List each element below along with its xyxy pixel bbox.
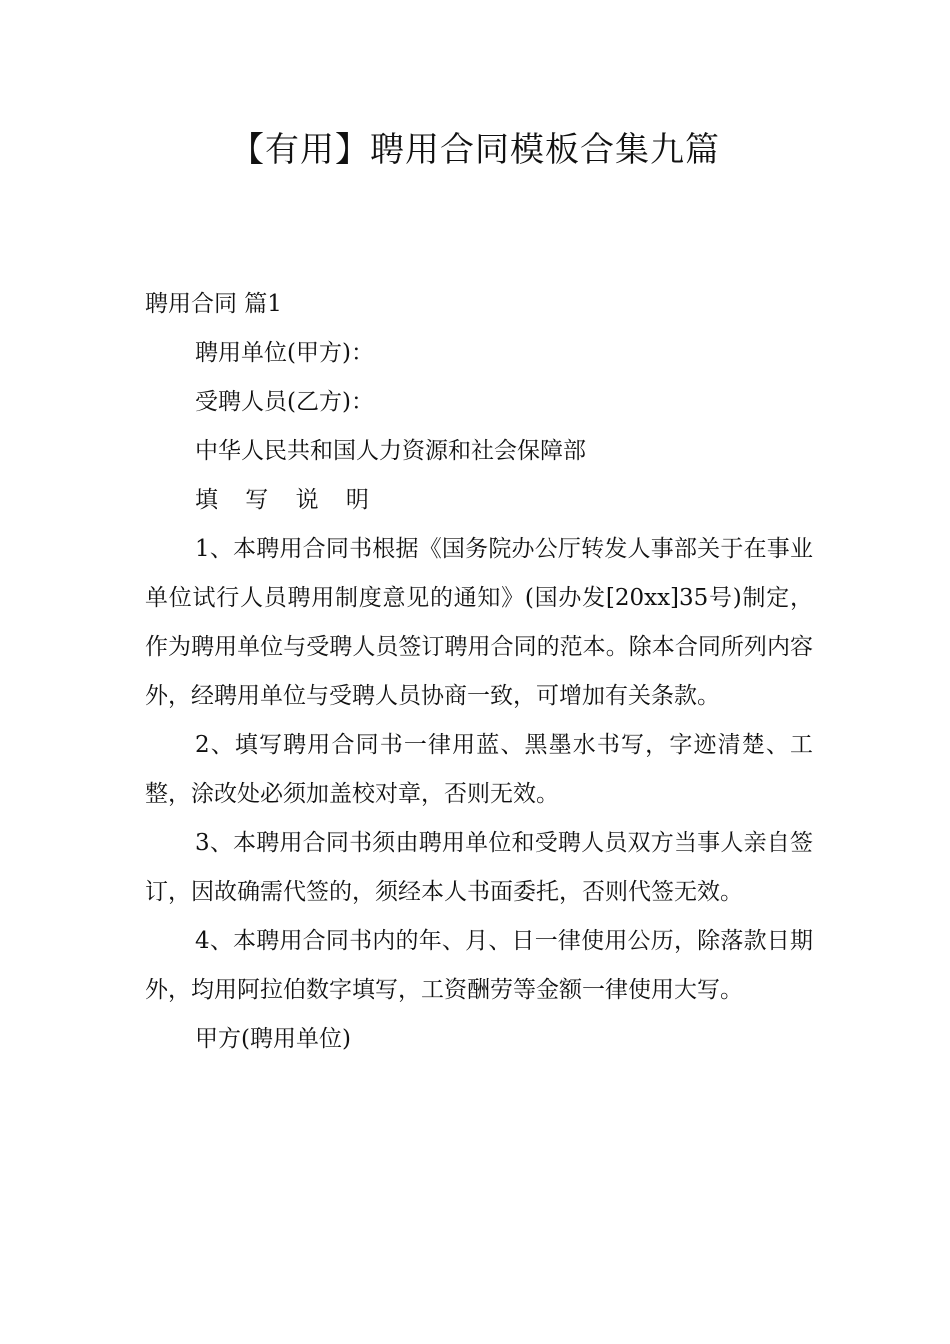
instructions-heading: 填 写 说 明 bbox=[195, 487, 379, 513]
instruction-paragraph-3: 3、本聘用合同书须由聘用单位和受聘人员双方当事人亲自签订，因故确需代签的，须经本人书面委托，否则代签无效。 bbox=[145, 830, 813, 905]
document-title: 【有用】聘用合同模板合集九篇 bbox=[230, 130, 720, 170]
instruction-paragraph-1: 1、本聘用合同书根据《国务院办公厅转发人事部关于在事业单位试行人员聘用制度意见的通知》(国办发[20xx]35号)制定，作为聘用单位与受聘人员签订聘用合同的范本。除本合同所列内容外，经聘用单位与受聘人员协商一致，可增加有关条款。 bbox=[145, 536, 813, 709]
section-heading: 聘用合同 篇1 bbox=[145, 291, 282, 317]
employee-label: 受聘人员(乙方)： bbox=[195, 389, 374, 415]
instruction-paragraph-2: 2、填写聘用合同书一律用蓝、黑墨水书写，字迹清楚、工整，涂改处必须加盖校对章，否则无效。 bbox=[145, 732, 813, 807]
employer-label: 聘用单位(甲方)： bbox=[195, 340, 374, 366]
ministry-name: 中华人民共和国人力资源和社会保障部 bbox=[195, 438, 586, 464]
party-a-label: 甲方(聘用单位) bbox=[195, 1026, 351, 1052]
instruction-paragraph-4: 4、本聘用合同书内的年、月、日一律使用公历，除落款日期外，均用阿拉伯数字填写，工资酬劳等金额一律使用大写。 bbox=[145, 928, 813, 1003]
document-body bbox=[145, 280, 813, 1064]
